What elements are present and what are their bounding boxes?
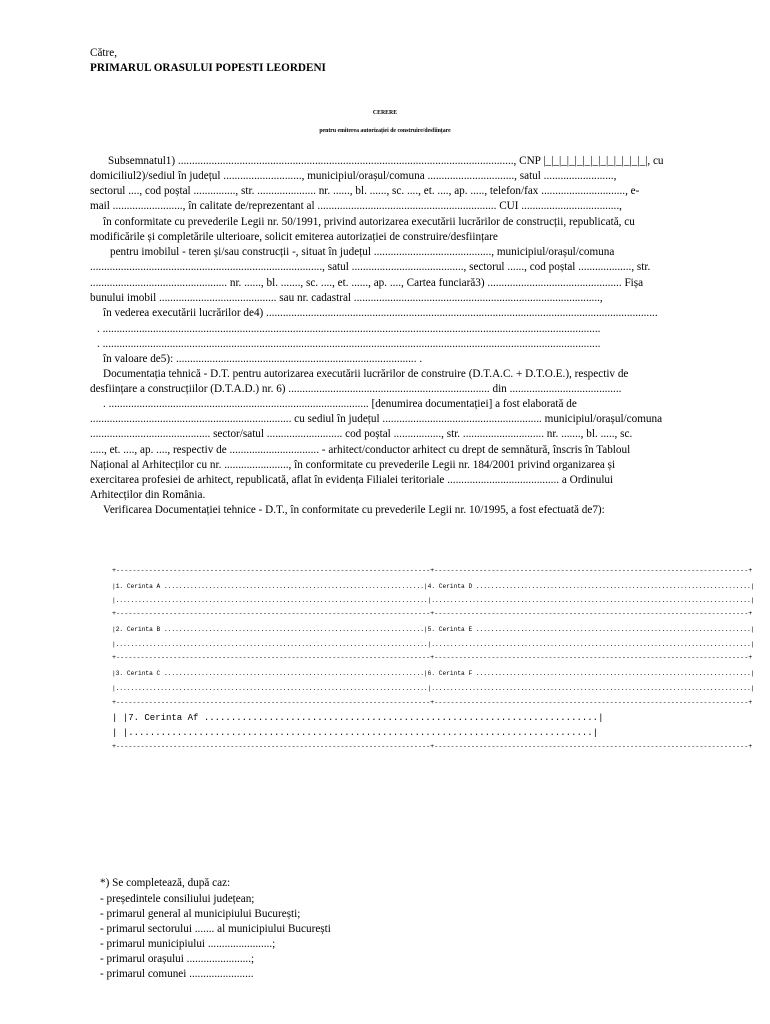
footnote-line: *) Se completează, după caz: [100, 877, 231, 889]
table-row: |2. Cerinta B ......................................................................|5. Cerinta E ..........................................................................| [112, 626, 755, 633]
table-row: |1. Cerinta A ......................................................................|4. Cerinta D ..........................................................................| [112, 583, 755, 590]
body-line-3: sectorul ...., cod poștal ..............., str. ..................... nr. ......, bl. ......, sc. ...., et. ...., ap. ....., telefon/fax .............................., e- [90, 185, 640, 197]
footnote-line: - primarul sectorului ....... al municipiului București [100, 923, 331, 935]
body-line-15: Documentația tehnică - D.T. pentru autorizarea executării lucrărilor de construire (D.T.A.C. + D.T.O.E.), respectiv de [103, 368, 629, 380]
body-line-17: . ............................................................................................. [denumirea documentației] a fost elaborată de [103, 398, 577, 410]
body-line-6: modificările și completările ulterioare, solicit emiterea autorizației de construire/desființare [90, 231, 498, 243]
footnote-line: - președintele consiliului județean; [100, 893, 255, 905]
to-line: Către, [90, 47, 118, 59]
body-line-8: ..................................................................................., satul ........................................, sectorul ......, cod poștal ..................., str. [90, 261, 651, 273]
table-row: | |7. Cerinta Af .........................................................................| [112, 713, 604, 723]
document-title: CERERE [372, 110, 398, 116]
body-line-4: mail ........................., în calitate de/reprezentant al ................................................................ CUI ..................................., [90, 200, 622, 212]
table-row: +-----------------------------------------------------------------------------+-----------------------------------------------------------------------------+ [112, 699, 753, 707]
footnote-line: - primarul municipiului .......................; [100, 938, 276, 950]
body-line-5: în conformitate cu prevederile Legii nr. 50/1991, privind autorizarea executării lucrărilor de construcții, republicată, cu [103, 216, 635, 228]
body-line-23: Arhitecților din România. [90, 489, 206, 501]
body-line-19: ........................................... sector/satul ........................... cod poștal ................., str. ............................. nr. ......., bl. ....., sc. [90, 428, 633, 440]
body-line-12: . .................................................................................................................................................................................. [97, 323, 601, 335]
document-subtitle: pentru emiterea autorizației de construire/desființare [319, 128, 451, 134]
table-row: |3. Cerinta C ......................................................................|6. Cerinta F ..........................................................................| [112, 670, 755, 677]
table-row: |....................................................................................|......................................................................................| [112, 641, 755, 648]
table-row: | |......................................................................................| [112, 728, 599, 738]
table-row: +-----------------------------------------------------------------------------+-----------------------------------------------------------------------------+ [112, 610, 753, 618]
table-row: +-----------------------------------------------------------------------------+-----------------------------------------------------------------------------+ [112, 743, 753, 751]
body-line-21: Național al Arhitecților cu nr. ......................., în conformitate cu prevederile Legii nr. 184/2001 privind organizarea și [90, 459, 616, 471]
footnote-line: - primarul general al municipiului București; [100, 908, 301, 920]
footnote-line: - primarul comunei ....................... [100, 968, 254, 980]
body-line-18: ........................................................................ cu sediul în județul ......................................................... municipiul/orașul/comuna [90, 413, 663, 425]
table-row: +-----------------------------------------------------------------------------+-----------------------------------------------------------------------------+ [112, 654, 753, 662]
body-line-11: în vederea executării lucrărilor de4) ............................................................................................................................................ [103, 307, 658, 319]
body-line-22: exercitarea profesiei de arhitect, republicată, aflat în evidența Filialei teritoriale ........................................ a Ordinului [90, 474, 614, 486]
body-line-10: bunului imobil .......................................... sau nr. cadastral ........................................................................................, [90, 292, 603, 304]
body-line-9: ................................................. nr. ......, bl. ......., sc. ...., et. ......, ap. ...., Cartea funciară3) ................................................ Fișa [90, 277, 644, 289]
body-line-16: desființare a construcțiilor (D.T.A.D.) nr. 6) ........................................................................ din ........................................ [90, 383, 622, 395]
table-row: |....................................................................................|......................................................................................| [112, 685, 755, 692]
body-line-2: domiciliul2)/sediul în județul ............................, municipiul/orașul/comuna ..............................., satul ........................., [90, 170, 617, 182]
body-line-14: în valoare de5): ...................................................................................... . [103, 353, 423, 365]
table-row: |....................................................................................|......................................................................................| [112, 597, 755, 604]
body-line-7: pentru imobilul - teren și/sau construcții -, situat în județul .........................................., municipiul/orașul/comuna [110, 246, 615, 258]
footnote-line: - primarul orașului .......................; [100, 953, 255, 965]
body-line-20: ....., et. ...., ap. ...., respectiv de ................................ - arhitect/conductor arhitect cu drept de semnătură, înscris în Tabloul [90, 444, 631, 456]
recipient-line: PRIMARUL ORASULUI POPESTI LEORDENI [90, 62, 326, 74]
body-line-13: . .................................................................................................................................................................................. [97, 338, 601, 350]
table-row: +-----------------------------------------------------------------------------+-----------------------------------------------------------------------------+ [112, 567, 753, 575]
body-line-1: Subsemnatul1) ........................................................................................................................, CNP |_|_|_|_|_|_|_|_|_|_|_|_|_|, cu [108, 155, 664, 167]
body-line-24: Verificarea Documentației tehnice - D.T., în conformitate cu prevederile Legii nr. 10/1995, a fost efectuată de7): [103, 504, 605, 516]
